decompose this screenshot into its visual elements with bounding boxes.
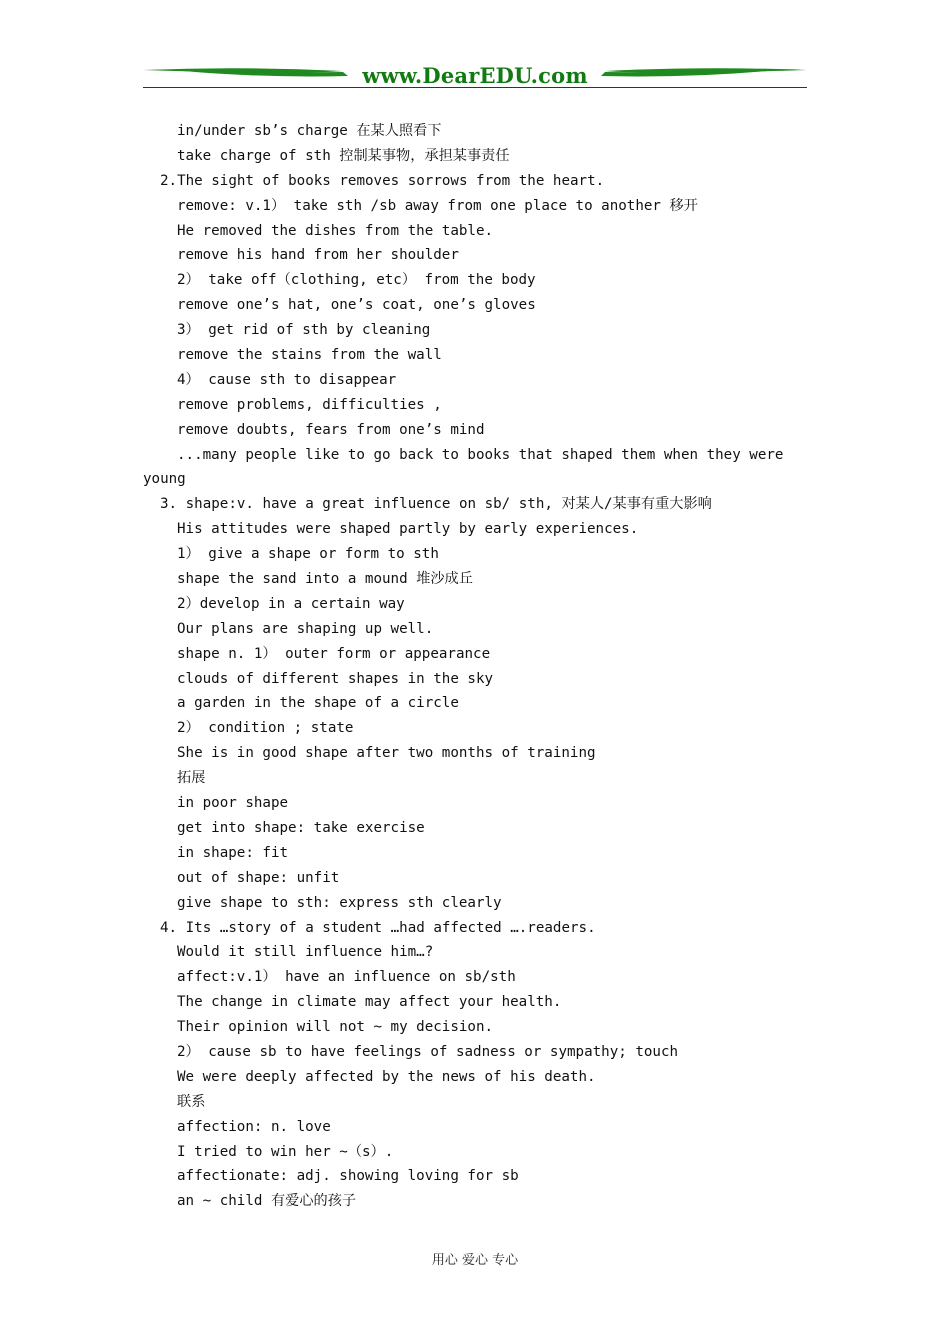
text-line: She is in good shape after two months of training — [177, 745, 596, 762]
text-line: I tried to win her ~（s）. — [177, 1143, 394, 1160]
text-line: 3） get rid of sth by cleaning — [177, 322, 431, 339]
text-line: 3. shape:v. have a great influence on sb/ sth, 对某人/某事有重大影响 — [160, 496, 712, 513]
text-line: 2） cause sb to have feelings of sadness or sympathy; touch — [177, 1043, 679, 1060]
text-line: clouds of different shapes in the sky — [177, 670, 494, 687]
text-line: We were deeply affected by the news of his death. — [177, 1068, 596, 1085]
text-line: 2） take off（clothing, etc） from the body — [177, 272, 536, 289]
text-line: Would it still influence him…? — [177, 944, 434, 961]
text-line: The change in climate may affect your health. — [177, 994, 562, 1011]
text-line: give shape to sth: express sth clearly — [177, 894, 502, 911]
text-line: remove doubts, fears from one’s mind — [177, 421, 485, 438]
text-line: ...many people like to go back to books that shaped them when they were — [177, 446, 784, 463]
text-line: remove the stains from the wall — [177, 347, 442, 364]
text-line: remove problems, difficulties , — [177, 396, 442, 413]
text-line: affection: n. love — [177, 1118, 331, 1135]
text-line: 4. Its …story of a student …had affected ….readers. — [160, 919, 596, 936]
text-line: 2.The sight of books removes sorrows from the heart. — [160, 172, 605, 189]
site-logo-text: www.DearEDU.com — [362, 63, 588, 88]
text-line: a garden in the shape of a circle — [177, 695, 459, 712]
text-line: shape n. 1） outer form or appearance — [177, 645, 491, 662]
text-line: an ~ child 有爱心的孩子 — [177, 1193, 357, 1210]
page-footer: 用心 爱心 专心 — [431, 1253, 519, 1268]
text-line: remove one’s hat, one’s coat, one’s gloves — [177, 297, 536, 314]
text-line: get into shape: take exercise — [177, 819, 425, 836]
text-line: Our plans are shaping up well. — [177, 620, 434, 637]
text-line: 联系 — [177, 1093, 206, 1110]
text-line: young — [143, 471, 186, 488]
text-line: in/under sb’s charge 在某人照看下 — [177, 123, 442, 139]
text-line: Their opinion will not ~ my decision. — [177, 1019, 494, 1036]
text-line: in poor shape — [177, 795, 289, 812]
text-line: 1） give a shape or form to sth — [177, 546, 439, 563]
text-line: His attitudes were shaped partly by early experiences. — [177, 521, 639, 538]
document-body — [143, 119, 807, 1214]
text-line: out of shape: unfit — [177, 869, 340, 886]
text-line: remove his hand from her shoulder — [177, 247, 459, 264]
text-line: take charge of sth 控制某事物，承担某事责任 — [177, 147, 510, 164]
text-line: 4） cause sth to disappear — [177, 371, 397, 388]
text-line: 2）develop in a certain way — [177, 595, 405, 612]
text-line: in shape: fit — [177, 844, 289, 861]
text-line: shape the sand into a mound 堆沙成丘 — [177, 571, 473, 588]
text-line: affect:v.1） have an influence on sb/sth — [177, 969, 516, 986]
text-line: He removed the dishes from the table. — [177, 222, 494, 239]
text-line: 拓展 — [177, 770, 206, 787]
text-line: affectionate: adj. showing loving for sb — [177, 1168, 519, 1185]
header-divider — [143, 87, 807, 88]
text-line: 2） condition ; state — [177, 720, 354, 737]
text-line: remove: v.1） take sth /sb away from one place to another 移开 — [177, 197, 698, 214]
